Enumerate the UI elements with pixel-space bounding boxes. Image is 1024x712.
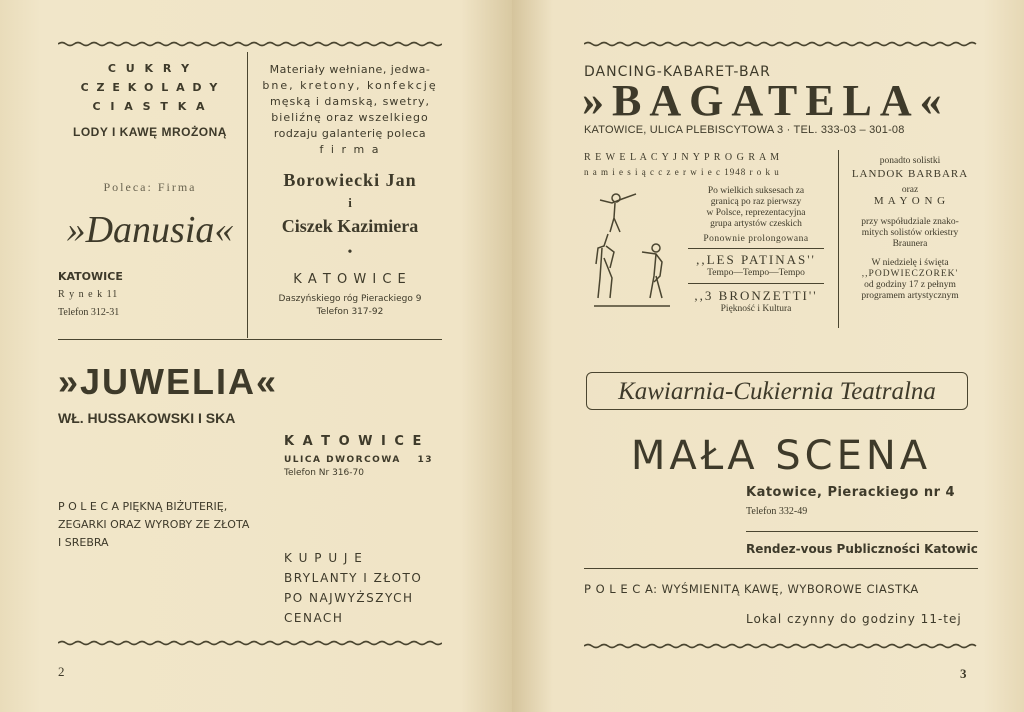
vertical-divider [247, 52, 248, 338]
borowiecki-address: Daszyńskiego róg Pierackiego 9 [278, 294, 422, 304]
text-line-2: granicą po raz pierwszy [710, 197, 802, 207]
danusia-city: KATOWICE [58, 270, 123, 283]
col3-line-7: Braunera [892, 239, 928, 249]
mala-scena-name: MAŁA SCENA [630, 433, 932, 479]
mala-scena-phone: Telefon 332-49 [746, 506, 808, 517]
buy-line-3: CENACH [284, 611, 344, 625]
borowiecki-city: K A T O W I C E [293, 272, 407, 287]
cafe-script-title: Kawiarnia-Cukiernia Teatralna [618, 378, 936, 405]
page-number-left: 2 [58, 664, 65, 679]
juwelia-phone: Telefon Nr 316-70 [284, 468, 364, 478]
col3-line-1: ponadto solistki [879, 156, 941, 166]
col3-line-9: ,,PODWIECZOREK' [861, 269, 959, 279]
chocolates-line: C Z E K O L A D Y [80, 81, 220, 94]
desc-line-3: męską i damską, swetry, [270, 95, 430, 108]
bottom-wave-divider [58, 640, 442, 646]
ice-cream-line: LODY I KAWĘ MROŻONĄ [73, 125, 227, 139]
text-line-4: grupa artystów czeskich [710, 219, 802, 229]
mala-scena-rule-1 [746, 531, 978, 532]
act2-name: ,,3 BRONZETTI'' [694, 288, 818, 303]
mala-scena-city: Katowice, Pierackiego nr 4 [746, 485, 956, 500]
col3-line-2: LANDOK BARBARA [851, 168, 969, 180]
candies-line: C U K R Y [107, 62, 193, 75]
act2-sub: Piękność i Kultura [720, 304, 792, 314]
text-line-1: Po wielkich suksesach za [707, 186, 805, 196]
buy-heading: K U P U J E [284, 551, 364, 565]
offer-line-3: I SREBRA [58, 536, 109, 549]
mala-scena-rule-2 [584, 568, 978, 569]
danusia-phone: Telefon 312-31 [58, 307, 120, 318]
mala-scena-offer: P O L E C A: WYŚMIENITĄ KAWĘ, WYBOROWE CIASTKA [584, 582, 919, 596]
juwelia-buy [284, 548, 422, 628]
juwelia-street-no: 13 [417, 455, 433, 465]
desc-line-2: bne, kretony, konfekcję [262, 79, 438, 92]
bottom-wave-divider-right [584, 643, 978, 649]
bullet: • [347, 245, 353, 260]
horizontal-divider [58, 339, 442, 340]
and-connector: i [348, 195, 352, 210]
act1-name: ,,LES PATINAS'' [696, 252, 816, 267]
borowiecki-name: Borowiecki Jan [283, 170, 417, 190]
bagatela-center-column [682, 186, 830, 315]
desc-line-1: Materiały wełniane, jedwa- [269, 63, 431, 76]
top-wave-divider-right [584, 41, 978, 47]
juwelia-owner: WŁ. HUSSAKOWSKI I SKA [58, 410, 236, 426]
bagatela-program [584, 150, 780, 180]
juwelia-offer [58, 498, 249, 552]
danusia-ad [55, 62, 245, 139]
col3-line-6: mitych solistów orkiestry [861, 228, 959, 238]
juwelia-street-label: ULICA DWORCOWA [284, 455, 401, 465]
right-page [512, 0, 1024, 712]
danusia-poleca: Poleca: Firma [103, 180, 197, 194]
col3-line-4: M A Y O N G [873, 195, 947, 207]
buy-line-1: BRYLANTY I ZŁOTO [284, 571, 423, 585]
bagatela-address: KATOWICE, ULICA PLEBISCYTOWA 3 · TEL. 333-03 – 301-08 [584, 124, 905, 136]
program-line-2: n a m i e s i ą c c z e r w i e c 1948 r o k u [584, 167, 780, 177]
offer-line-1: P O L E C A PIĘKNĄ BIŻUTERIĘ, [58, 500, 228, 513]
text-line-3: w Polsce, reprezentacyjna [706, 208, 806, 218]
buy-line-2: PO NAJWYŻSZYCH [284, 591, 414, 605]
center-rule [688, 248, 824, 249]
borowiecki-ad [255, 62, 445, 158]
acrobat-illustration-icon [592, 186, 672, 318]
mala-scena-slogan: Rendez-vous Publiczności Katowic [746, 542, 978, 556]
act1-sub: Tempo—Tempo—Tempo [707, 268, 805, 278]
col3-line-10: od godziny 17 z pełnym [864, 280, 956, 290]
ciszek-name: Ciszek Kazimiera [281, 216, 419, 236]
offer-line-2: ZEGARKI ORAZ WYROBY ZE ZŁOTA [58, 518, 250, 531]
juwelia-city: K A T O W I C E [284, 434, 424, 449]
borowiecki-phone: Telefon 317-92 [316, 307, 384, 317]
cakes-line: C I A S T K A [92, 100, 208, 113]
col3-line-5: przy współudziale znako- [861, 217, 959, 227]
top-wave-divider [58, 41, 442, 47]
juwelia-street [284, 455, 433, 465]
firma-line: f i r m a [319, 143, 381, 156]
desc-line-4: bieliźnę oraz wszelkiego [271, 111, 429, 124]
text-line-5: Ponownie prolongowana [703, 234, 809, 244]
danusia-name: »Danusia« [66, 209, 234, 251]
col3-line-11: programem artystycznym [861, 291, 959, 301]
mala-scena-hours: Lokal czynny do godziny 11-tej [746, 612, 962, 626]
juwelia-name: »JUWELIA« [58, 361, 279, 402]
desc-line-5: rodzaju galanterię poleca [273, 127, 427, 140]
col3-line-8: W niedzielę i święta [871, 258, 949, 268]
bagatela-name: »BAGATELA« [582, 76, 950, 125]
center-rule-2 [688, 283, 824, 284]
bagatela-right-column [842, 156, 978, 302]
page-number-right: 3 [960, 666, 967, 681]
danusia-street: R y n e k 11 [58, 289, 119, 300]
col3-line-3: oraz [901, 185, 919, 195]
program-line-1: R E W E L A C Y J N Y P R O G R A M [584, 152, 781, 163]
bagatela-kind: DANCING-KABARET-BAR [584, 64, 771, 80]
bagatela-column-divider [838, 150, 839, 328]
